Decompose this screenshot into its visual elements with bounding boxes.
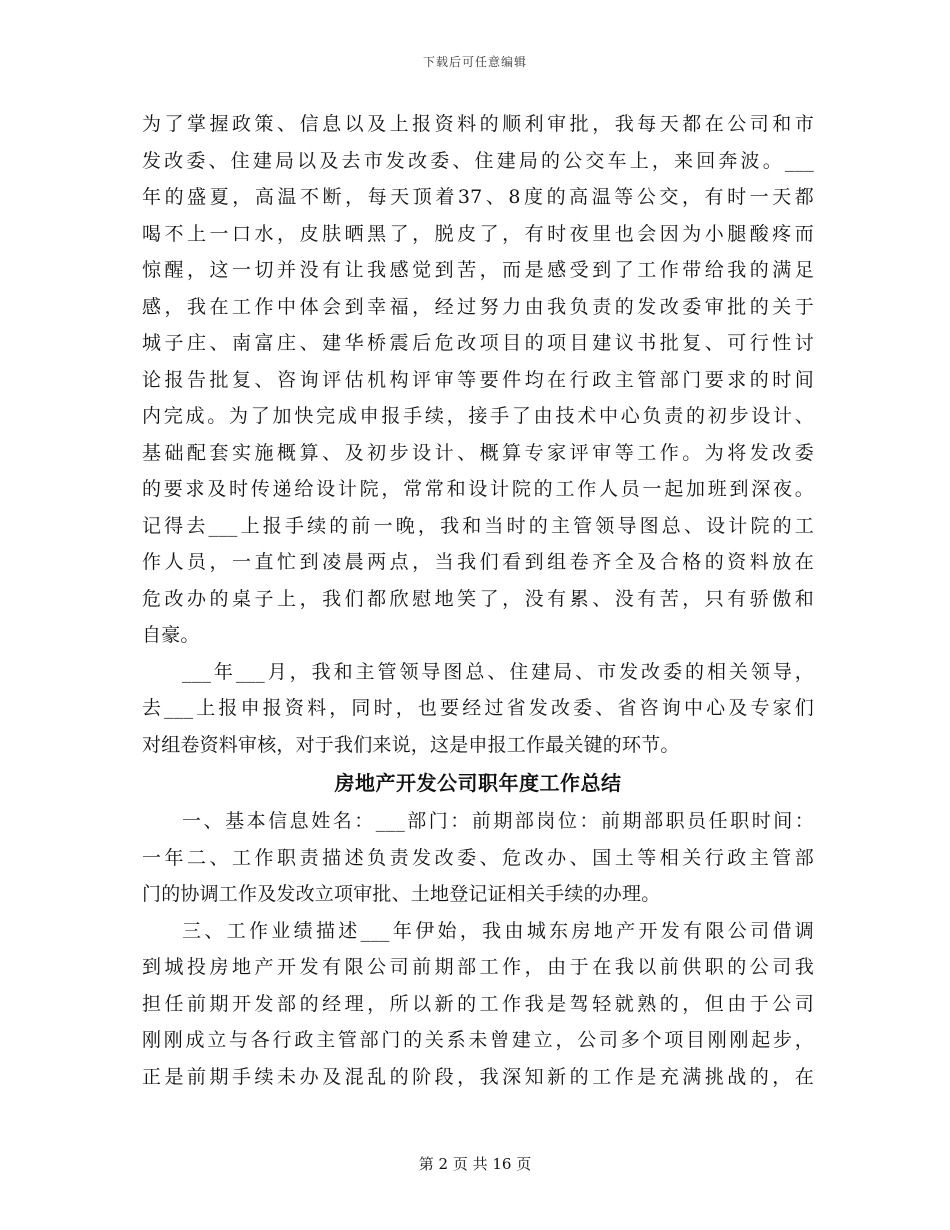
paragraph-2 (142, 654, 814, 764)
text-line: 论报告批复、咨询评估机构评审等要件均在行政主管部门要求的时间 (142, 368, 814, 391)
text-line: 门的协调工作及发改立项审批、土地登记证相关手续的办理。 (142, 883, 661, 905)
text-line: 记得去___上报手续的前一晚，我和当时的主管领导图总、设计院的工 (142, 514, 814, 537)
section-title: 房地产开发公司职年度工作总结 (334, 771, 622, 795)
text-line: 惊醒，这一切并没有让我感觉到苦，而是感受到了工作带给我的满足 (142, 259, 814, 281)
paragraph-4 (142, 913, 814, 1096)
page-number: 第 2 页 共 16 页 (418, 1155, 532, 1173)
text-line: 正是前期手续未办及混乱的阶段，我深知新的工作是充满挑战的，在 (142, 1065, 814, 1088)
text-line: 内完成。为了加快完成申报手续，接手了由技术中心负责的初步设计、 (142, 405, 814, 427)
text-line: 三、工作业绩描述___年伊始，我由城东房地产开发有限公司借调 (182, 919, 814, 942)
text-line: 城子庄、南富庄、建华桥震后危改项目的项目建议书批复、可行性讨 (142, 332, 814, 354)
text-line: 到城投房地产开发有限公司前期部工作，由于在我以前供职的公司我 (142, 956, 814, 978)
paragraph-3 (142, 803, 814, 913)
text-line: 年的盛夏，高温不断，每天顶着37、8度的高温等公交，有时一天都 (142, 186, 814, 208)
text-line: 一年二、工作职责描述负责发改委、危改办、国土等相关行政主管部 (142, 846, 814, 869)
text-line: 的要求及时传递给设计院，常常和设计院的工作人员一起加班到深夜。 (142, 478, 814, 500)
text-line: 自豪。 (142, 624, 200, 646)
text-line: 一、基本信息姓名：___部门：前期部岗位：前期部职员任职时间： (182, 810, 814, 832)
text-line: 感，我在工作中体会到幸福，经过努力由我负责的发改委审批的关于 (142, 295, 814, 318)
text-line: 发改委、住建局以及去市发改委、住建局的公交车上，来回奔波。___ (142, 149, 814, 172)
text-line: ___年___月，我和主管领导图总、住建局、市发改委的相关领导， (182, 660, 814, 683)
text-line: 作人员，一直忙到凌晨两点，当我们看到组卷齐全及合格的资料放在 (142, 551, 814, 573)
text-line: 为了掌握政策、信息以及上报资料的顺利审批，我每天都在公司和市 (142, 113, 814, 135)
document-body (142, 106, 814, 1095)
page-header: 下载后可任意编辑 (422, 55, 527, 69)
paragraph-1 (142, 106, 814, 654)
text-line: 对组卷资料审核，对于我们来说，这是申报工作最关键的环节。 (142, 733, 680, 756)
text-line: 去___上报申报资料，同时，也要经过省发改委、省咨询中心及专家们 (142, 697, 814, 719)
text-line: 担任前期开发部的经理，所以新的工作我是驾轻就熟的，但由于公司 (142, 992, 814, 1015)
text-line: 危改办的桌子上，我们都欣慰地笑了，没有累、没有苦，只有骄傲和 (142, 587, 814, 610)
text-line: 喝不上一口水，皮肤晒黑了，脱皮了，有时夜里也会因为小腿酸疼而 (142, 222, 814, 245)
text-line: 刚刚成立与各行政主管部门的关系未曾建立，公司多个项目刚刚起步， (142, 1029, 814, 1051)
text-line: 基础配套实施概算、及初步设计、概算专家评审等工作。为将发改委 (142, 441, 814, 464)
